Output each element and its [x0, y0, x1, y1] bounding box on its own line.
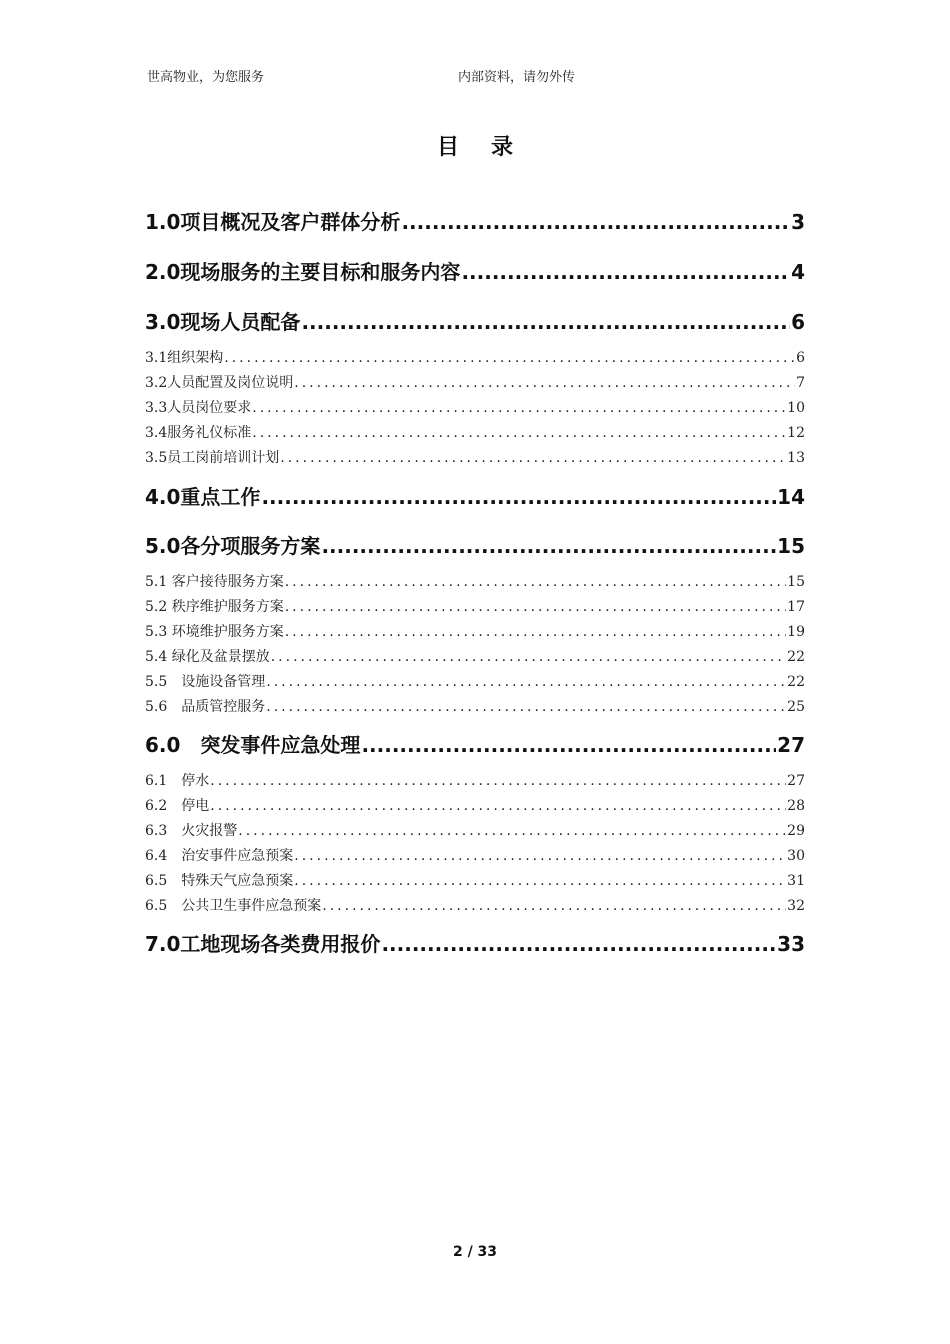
toc-entry-label: 3.5员工岗前培训计划 — [145, 450, 280, 466]
toc-entry-label: 6.0 突发事件应急处理 — [145, 733, 361, 757]
toc-entry-label: 3.2人员配置及岗位说明 — [145, 375, 294, 391]
toc-entry-label: 3.3人员岗位要求 — [145, 400, 252, 416]
toc-leader-dots — [301, 310, 790, 334]
toc-entry[interactable] — [145, 928, 805, 957]
header-center-text: 内部资料，请勿外传 — [458, 70, 576, 85]
toc-entry-label: 5.4 绿化及盆景摆放 — [145, 649, 270, 665]
toc-entry-page: 31 — [787, 873, 805, 889]
toc-entry[interactable] — [145, 870, 805, 890]
toc-entry[interactable] — [145, 571, 805, 591]
toc-entry[interactable] — [145, 895, 805, 915]
toc-entry[interactable] — [145, 422, 805, 442]
toc-leader-dots — [285, 624, 786, 640]
toc-leader-dots — [210, 773, 786, 789]
toc-leader-dots — [210, 798, 786, 814]
toc-leader-dots — [271, 649, 786, 665]
toc-leader-dots — [261, 485, 776, 509]
toc-entry-label: 1.0项目概况及客户群体分析 — [145, 210, 401, 234]
toc-entry[interactable] — [145, 646, 805, 666]
toc-entry-page: 27 — [787, 773, 805, 789]
toc-entry[interactable] — [145, 206, 805, 235]
toc-entry-label: 4.0重点工作 — [145, 485, 261, 509]
toc-entry-page: 6 — [796, 350, 805, 366]
toc-leader-dots — [238, 823, 786, 839]
toc-leader-dots — [252, 425, 786, 441]
toc-leader-dots — [294, 375, 795, 391]
toc-entry-label: 5.2 秩序维护服务方案 — [145, 599, 284, 615]
toc-entry[interactable] — [145, 696, 805, 716]
toc-entry[interactable] — [145, 621, 805, 641]
page-number: 2 / 33 — [452, 1244, 498, 1260]
toc-entry-page: 14 — [777, 485, 805, 509]
toc-entry-page: 7 — [796, 375, 805, 391]
toc-leader-dots — [294, 848, 786, 864]
toc-leader-dots — [224, 350, 795, 366]
toc-entry-label: 3.1组织架构 — [145, 350, 224, 366]
toc-entry-page: 25 — [787, 699, 805, 715]
toc-entry[interactable] — [145, 347, 805, 367]
toc-leader-dots — [381, 932, 776, 956]
toc-entry-page: 6 — [791, 310, 805, 334]
header-left-text: 世高物业，为您服务 — [147, 70, 265, 85]
toc-entry[interactable] — [145, 795, 805, 815]
toc-leader-dots — [285, 599, 786, 615]
toc-entry-label: 6.5 特殊天气应急预案 — [145, 873, 294, 889]
toc-entry[interactable] — [145, 447, 805, 467]
toc-entry-page: 15 — [787, 574, 805, 590]
toc-leader-dots — [266, 674, 786, 690]
toc-entry-page: 33 — [777, 932, 805, 956]
toc-entry-page: 22 — [787, 649, 805, 665]
toc-entry[interactable] — [145, 530, 805, 559]
toc-entry[interactable] — [145, 397, 805, 417]
toc-entry[interactable] — [145, 820, 805, 840]
toc-title: 目录 — [436, 134, 545, 160]
toc-leader-dots — [294, 873, 786, 889]
toc-entry-label: 5.5 设施设备管理 — [145, 674, 266, 690]
toc-leader-dots — [401, 210, 790, 234]
toc-entry-page: 17 — [787, 599, 805, 615]
toc-entry[interactable] — [145, 671, 805, 691]
toc-entry-label: 6.1 停水 — [145, 773, 210, 789]
toc-entry[interactable] — [145, 306, 805, 335]
toc-leader-dots — [266, 699, 786, 715]
toc-leader-dots — [461, 260, 790, 284]
toc-entry-page: 22 — [787, 674, 805, 690]
toc-leader-dots — [322, 898, 786, 914]
toc-entry-label: 5.1 客户接待服务方案 — [145, 574, 284, 590]
toc-entry-page: 15 — [777, 534, 805, 558]
toc-leader-dots — [321, 534, 776, 558]
toc-entry-label: 3.0现场人员配备 — [145, 310, 301, 334]
toc-entry-page: 27 — [777, 733, 805, 757]
toc-entry-page: 32 — [787, 898, 805, 914]
toc-entry-page: 29 — [787, 823, 805, 839]
toc-leader-dots — [252, 400, 786, 416]
toc-entry-label: 5.0各分项服务方案 — [145, 534, 321, 558]
toc-entry-label: 5.3 环境维护服务方案 — [145, 624, 284, 640]
toc-entry[interactable] — [145, 372, 805, 392]
toc-entry[interactable] — [145, 596, 805, 616]
toc-leader-dots — [280, 450, 786, 466]
toc-entry-page: 3 — [791, 210, 805, 234]
toc-entry-label: 3.4服务礼仪标准 — [145, 425, 252, 441]
toc-entry[interactable] — [145, 729, 805, 758]
toc-entry[interactable] — [145, 845, 805, 865]
toc-leader-dots — [361, 733, 776, 757]
toc-entry[interactable] — [145, 256, 805, 285]
toc-leader-dots — [285, 574, 786, 590]
toc-entry-label: 7.0工地现场各类费用报价 — [145, 932, 381, 956]
toc-entry-page: 12 — [787, 425, 805, 441]
toc-entry[interactable] — [145, 770, 805, 790]
toc-entry-page: 28 — [787, 798, 805, 814]
toc-entry-label: 6.2 停电 — [145, 798, 210, 814]
toc-entry-page: 13 — [787, 450, 805, 466]
toc-entry-label: 6.4 治安事件应急预案 — [145, 848, 294, 864]
toc-entry[interactable] — [145, 481, 805, 510]
toc-entry-page: 10 — [787, 400, 805, 416]
toc-entry-label: 5.6 品质管控服务 — [145, 699, 266, 715]
toc-entry-page: 4 — [791, 260, 805, 284]
toc-entry-label: 2.0现场服务的主要目标和服务内容 — [145, 260, 461, 284]
toc-entry-label: 6.5 公共卫生事件应急预案 — [145, 898, 322, 914]
toc-entry-label: 6.3 火灾报警 — [145, 823, 238, 839]
toc-entry-page: 30 — [787, 848, 805, 864]
toc-entry-page: 19 — [787, 624, 805, 640]
